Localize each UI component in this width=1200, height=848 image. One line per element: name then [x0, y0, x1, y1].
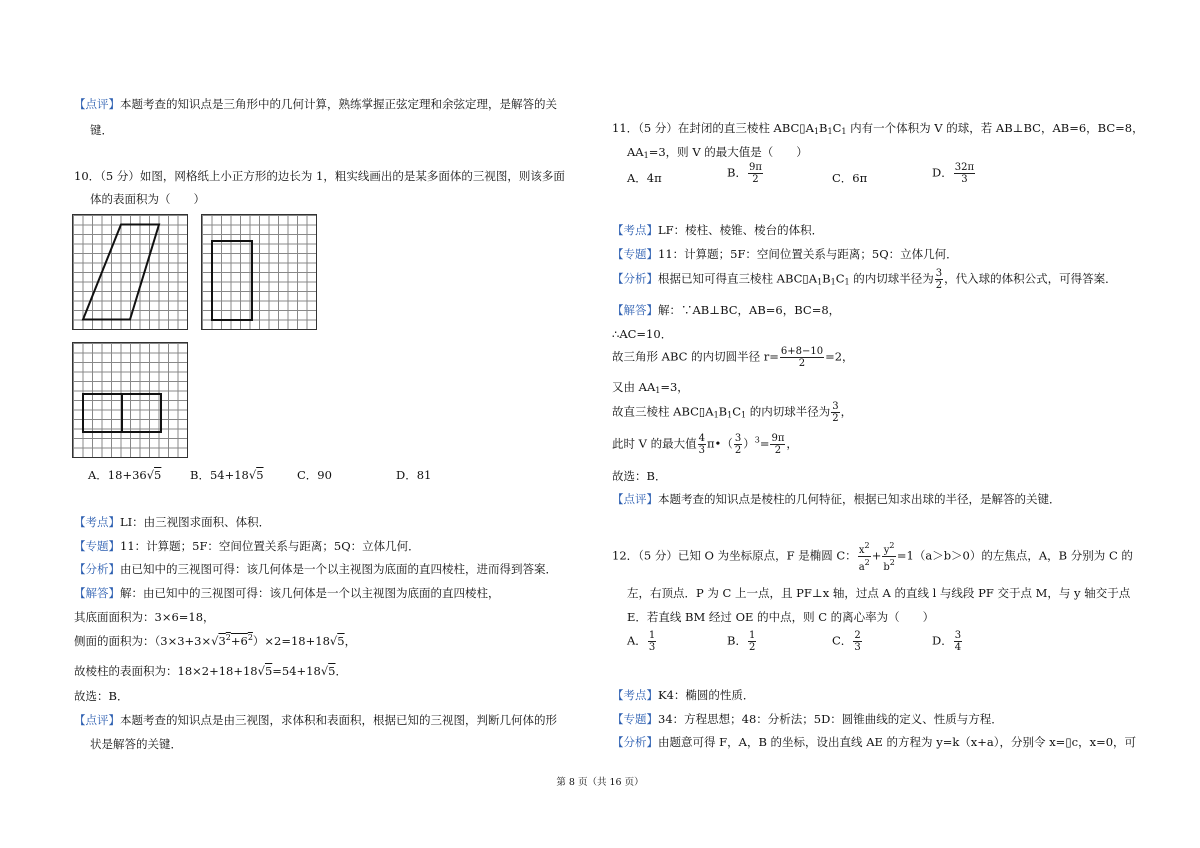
text: 11：计算题；5F：空间位置关系与距离；5Q：立体几何．	[120, 539, 420, 553]
tag-kaodian: 【考点】	[74, 515, 120, 529]
num: 9π	[771, 433, 785, 444]
num: 3	[954, 630, 962, 641]
sqrt-icon: √	[248, 468, 257, 482]
sup: 2	[864, 541, 870, 550]
radicand: 5	[264, 664, 273, 678]
sup: 2	[864, 558, 870, 567]
sub: 1	[813, 127, 820, 136]
den: 3	[961, 174, 968, 185]
q12-option-c[interactable]	[832, 630, 863, 653]
text: B	[822, 271, 831, 286]
sub: 1	[827, 127, 833, 136]
den: 2	[832, 413, 839, 424]
fraction	[770, 433, 785, 456]
tag-zhuanti: 【专题】	[612, 712, 658, 726]
text: C	[835, 271, 845, 286]
q11-dianping	[612, 491, 1061, 507]
q10-jieda	[74, 585, 500, 601]
q10-option-c[interactable]: C．90	[297, 468, 332, 482]
text: B	[819, 121, 828, 135]
r-mid: +6	[230, 634, 248, 648]
text: 解：∵AB⊥BC，AB=6，BC=8，	[658, 303, 841, 317]
text: 11：计算题；5F：空间位置关系与距离；5Q：立体几何．	[658, 247, 958, 261]
radicand	[218, 634, 252, 648]
fraction	[954, 630, 962, 653]
text: 此时 V 的最大值	[612, 436, 697, 451]
tag-jieda: 【解答】	[74, 586, 120, 600]
q10-line1: 10．（5 分）如图，网格纸上小正方形的边长为 1，粗实线画出的是某多面体的三视图，则该多面	[74, 169, 565, 183]
radicand: 5	[256, 468, 264, 482]
den: 2	[774, 445, 782, 456]
sub: 1	[817, 277, 823, 287]
num: 1	[648, 630, 656, 641]
option-text: A．18+36	[88, 468, 147, 482]
text: B．	[727, 633, 747, 648]
text: ，	[840, 404, 853, 419]
q11-jieda	[612, 302, 840, 318]
q12-line3: E．若直线 BM 经过 OE 的中点，则 C 的离心率为（ ）	[627, 610, 935, 624]
text: A	[805, 121, 814, 135]
q10-side-area	[74, 633, 356, 649]
den: 2	[935, 280, 943, 291]
den: 2	[752, 174, 759, 185]
sqrt-icon: √	[320, 664, 329, 678]
q11-ball-radius	[612, 401, 852, 424]
fraction	[748, 630, 756, 653]
text: 由题意可得 F，A，B 的坐标，设出直线 AE 的方程为 y=k（x+a），分别令 x=▯c，x=0，可	[658, 735, 1137, 749]
q10-zhuanti	[74, 538, 420, 554]
page-footer: 第 8 页（共 16 页）	[556, 777, 644, 788]
text: C	[832, 121, 842, 135]
text: ．	[335, 664, 347, 678]
radicand: 5	[328, 664, 336, 678]
text: 本题考查的知识点是棱柱的几何特征，根据已知求出球的半径，是解答的关键．	[658, 492, 1061, 506]
text: 12．（5 分）已知 O 为坐标原点，F 是椭圆 C：	[612, 548, 857, 563]
sub: 1	[844, 277, 850, 287]
text: 内有一个体积为 V 的球，若 AB⊥BC，AB=6，BC=8，	[846, 121, 1144, 135]
q10-total-area	[74, 663, 347, 679]
sub: 1	[727, 410, 733, 420]
num: 1	[748, 630, 756, 641]
text: 本题考查的知识点是由三视图，求体积和表面积，根据已知的三视图，判断几何体的形	[120, 713, 557, 727]
den: 3	[854, 642, 861, 653]
q11-zhuanti	[612, 246, 958, 262]
exp: 2	[225, 633, 231, 642]
text: π•（	[707, 436, 733, 451]
q10-option-b[interactable]	[190, 467, 264, 483]
text: =54+18	[272, 664, 321, 678]
sqrt-icon: √	[257, 664, 265, 678]
q12-option-a[interactable]	[627, 630, 657, 653]
text: 故三角形 ABC 的内切圆半径 r=	[612, 349, 779, 364]
tag-fenxi: 【分析】	[612, 735, 658, 749]
num	[858, 540, 871, 557]
q10-option-d[interactable]: D．81	[396, 468, 432, 482]
q11-option-c[interactable]: C．6π	[832, 171, 868, 185]
tag-kaodian: 【考点】	[612, 688, 658, 702]
r-a: 3	[218, 634, 226, 648]
num: 2	[854, 630, 861, 641]
q10-choose: 故选：B．	[74, 689, 129, 703]
text: K4：椭圆的性质．	[658, 688, 755, 702]
fraction	[831, 401, 839, 424]
text: 的内切球半径为	[746, 404, 831, 419]
q10-fenxi	[74, 561, 557, 577]
sqrt-icon: √	[146, 468, 155, 482]
text: +	[871, 548, 882, 563]
radicand: 5	[154, 468, 162, 482]
q12-kaodian	[612, 687, 754, 703]
q11-ac: ∴AC=10．	[612, 327, 673, 341]
q11-choose: 故选：B．	[612, 469, 667, 483]
two-rectangles-shape	[73, 343, 187, 457]
text: ，	[344, 634, 357, 648]
text: 侧面的面积为：（3×3+3×	[74, 634, 212, 648]
fraction	[780, 346, 824, 369]
text: =	[759, 436, 770, 451]
den: 2	[734, 445, 742, 456]
sub: 1	[841, 127, 847, 136]
sup: 2	[889, 541, 895, 550]
text: 的内切球半径为	[849, 271, 934, 286]
tag-zhuanti: 【专题】	[74, 539, 120, 553]
tag-fenxi: 【分析】	[612, 271, 658, 286]
num: 4	[698, 433, 705, 444]
var: y	[883, 545, 890, 556]
q11-fenxi	[612, 268, 1117, 291]
text: ）×2=18+18	[252, 634, 330, 648]
q11-line1	[612, 120, 1144, 136]
text: 34：方程思想；48：分析法；5D：圆锥曲线的定义、性质与方程．	[658, 712, 1003, 726]
text: ）	[743, 436, 755, 451]
q12-fenxi	[612, 734, 1136, 750]
fraction	[954, 162, 975, 185]
text: ，	[786, 436, 798, 451]
sub: 1	[643, 151, 649, 160]
tag-dianping: 【点评】	[612, 492, 658, 506]
tag-fenxi: 【分析】	[74, 562, 120, 576]
text: D．	[932, 633, 953, 648]
text: 故直三棱柱 ABC▯A	[612, 404, 714, 419]
text: LI：由三视图求面积、体积．	[120, 515, 271, 529]
text: AA	[627, 145, 644, 159]
num: 6+8−10	[780, 346, 824, 357]
q11-max-v	[612, 433, 798, 456]
fraction	[648, 630, 656, 653]
var: b	[883, 562, 890, 573]
q11-kaodian	[612, 222, 823, 238]
num: 3	[832, 401, 839, 412]
sub: 1	[830, 277, 836, 287]
den: 3	[698, 445, 705, 456]
left-comment-1	[74, 96, 557, 112]
text: 11．（5 分）在封闭的直三棱柱 ABC	[612, 121, 800, 135]
top-view-figure	[72, 342, 188, 458]
q10-base-area: 其底面面积为：3×6=18，	[74, 610, 215, 624]
den	[858, 557, 871, 573]
q12-line2: 左，右顶点．P 为 C 上一点，且 PF⊥x 轴，过点 A 的直线 l 与线段 PF 交于点 M，与 y 轴交于点	[627, 586, 1131, 600]
sub: 1	[713, 410, 719, 420]
q12-line1	[612, 540, 1133, 573]
q12-option-d[interactable]	[932, 630, 963, 653]
text: 故棱柱的表面积为：18×2+18+18	[74, 664, 258, 678]
q11-aa1	[612, 379, 689, 395]
side-view-figure	[201, 214, 317, 330]
text: D．	[932, 165, 953, 180]
den	[882, 557, 896, 573]
text: LF：棱柱、棱锥、棱台的体积．	[658, 223, 824, 237]
text: =1（a＞b＞0）的左焦点，A，B 分别为 C 的	[896, 548, 1133, 563]
text: 又由 AA	[612, 380, 656, 394]
tag-kaodian: 【考点】	[612, 223, 658, 237]
left-comment-1-cont: 键．	[90, 123, 113, 137]
fraction	[748, 162, 763, 185]
q12-zhuanti	[612, 711, 1003, 727]
text: ，代入球的体积公式，可得答案．	[944, 271, 1117, 286]
text: A．	[627, 633, 647, 648]
text: B．	[727, 165, 747, 180]
q11-option-b[interactable]	[727, 162, 764, 185]
text: B	[718, 404, 728, 419]
q11-option-a[interactable]: A．4π	[627, 171, 662, 185]
den: 3	[648, 642, 656, 653]
text: C．	[832, 633, 853, 648]
fraction	[853, 630, 861, 653]
q10-line2: 体的表面积为（ ）	[90, 192, 205, 206]
num	[882, 540, 896, 557]
sub: 1	[655, 386, 661, 395]
exp: 2	[247, 633, 253, 642]
q11-inradius	[612, 346, 854, 369]
den: 2	[798, 358, 806, 369]
var: a	[858, 562, 865, 573]
text: 根据已知可得直三棱柱 ABC▯A	[658, 271, 818, 286]
text: 本题考查的知识点是三角形中的几何计算，熟练掌握正弦定理和余弦定理，是解答的关	[120, 97, 557, 111]
tag-jieda: 【解答】	[612, 303, 658, 317]
sup: 2	[889, 558, 895, 567]
fraction	[858, 540, 871, 573]
tag-dianping: 【点评】	[74, 97, 120, 111]
fraction	[698, 433, 706, 456]
text: 由已知中的三视图可得：该几何体是一个以主视图为底面的直四棱柱，进而得到答案．	[120, 562, 557, 576]
text: 解：由已知中的三视图可得：该几何体是一个以主视图为底面的直四棱柱，	[120, 586, 500, 600]
sub: 1	[741, 410, 747, 420]
den: 2	[748, 642, 756, 653]
text: C	[732, 404, 742, 419]
radicand: 5	[337, 634, 345, 648]
tag-dianping: 【点评】	[74, 713, 120, 727]
q10-kaodian	[74, 514, 270, 530]
q12-option-b[interactable]	[727, 630, 757, 653]
text: =2，	[825, 349, 854, 364]
parallelogram-shape	[73, 215, 187, 329]
tag-zhuanti: 【专题】	[612, 247, 658, 261]
rectangle-shape	[202, 215, 316, 329]
option-text: B．54+18	[190, 468, 249, 482]
num: 3	[734, 433, 742, 444]
fraction	[734, 433, 742, 456]
text: =3，则 V 的最大值是（ ）	[648, 145, 808, 159]
q11-option-d[interactable]	[932, 162, 976, 185]
num: 3	[935, 268, 943, 279]
q10-dianping-cont: 状是解答的关键．	[90, 737, 182, 751]
fraction	[935, 268, 943, 291]
q10-dianping	[74, 712, 557, 728]
var: x	[858, 545, 865, 556]
fraction	[882, 540, 896, 573]
front-view-figure	[72, 214, 188, 330]
den: 4	[954, 642, 962, 653]
text: =3，	[660, 380, 689, 394]
q11-line2	[627, 144, 808, 160]
sqrt-icon: √	[329, 634, 338, 648]
q10-option-a[interactable]	[88, 467, 161, 483]
num: 9π	[748, 162, 762, 173]
sqrt-icon: √	[211, 634, 219, 648]
box-glyph: ▯	[799, 121, 806, 135]
num: 32π	[954, 162, 975, 173]
sup: 3	[754, 435, 760, 445]
